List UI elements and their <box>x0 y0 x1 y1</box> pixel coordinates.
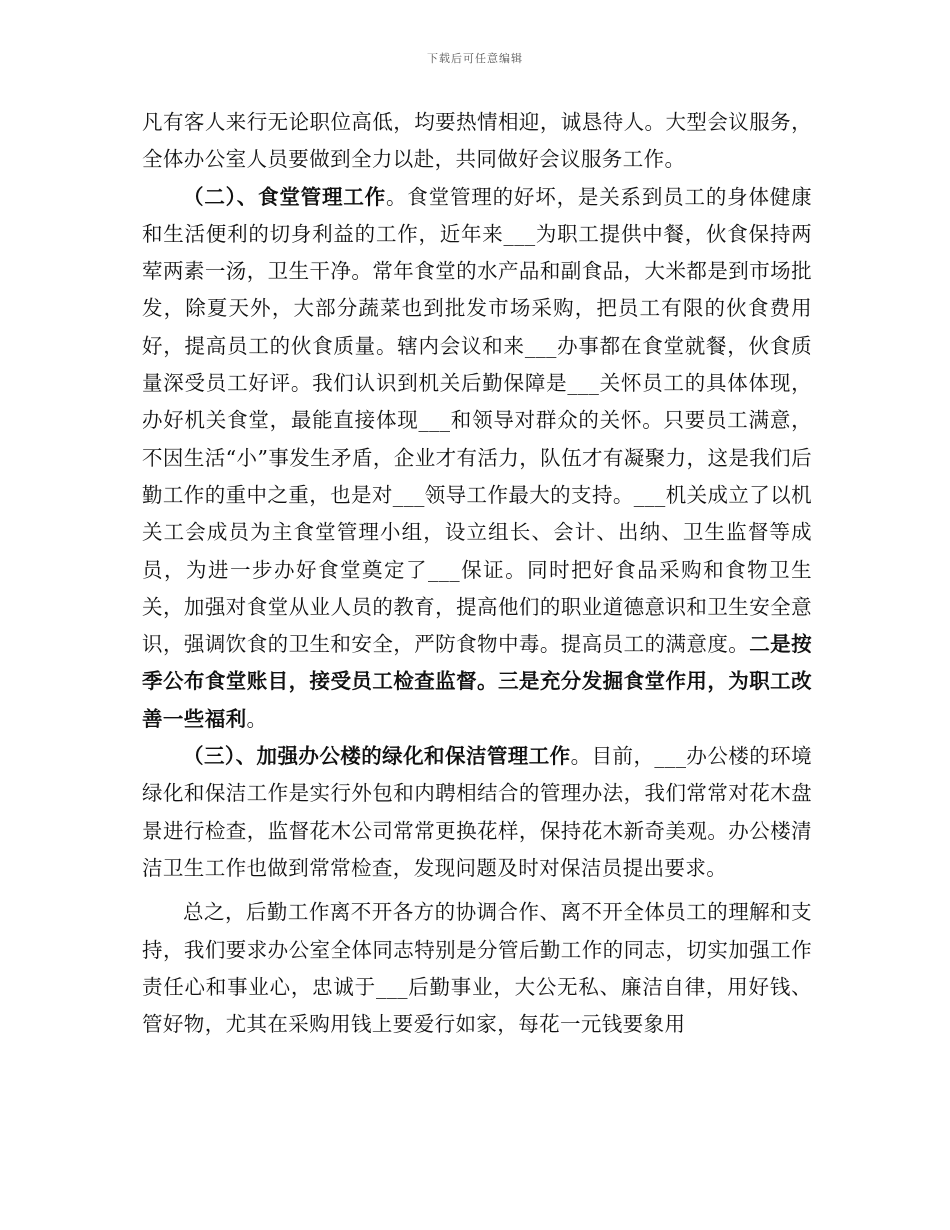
paragraph-text: 。食堂管理的好坏，是关系到员工的身体健康和生活便利的切身利益的工作，近年来___为职工提供中餐，伙食保持两荤两素一汤，卫生干净。常年食堂的水产品和副食品，大米都是到市场批发，除夏天外，大部分蔬菜也到批发市场采购，把员工有限的伙食费用好，提高员工的伙食质量。辖内会议和来___办事都在食堂就餐，伙食质量深受员工好评。我们认识到机关后勤保障是___关怀员工的具体体现，办好机关食堂，最能直接体现___和领导对群众的关怀。只要员工满意，不因生活“小”事发生矛盾，企业才有活力，队伍才有凝聚力，这是我们后勤工作的重中之重，也是对___领导工作最大的支持。___机关成立了以机关工会成员为主食堂管理小组，设立组长、会计、出纳、卫生监督等成员，为进一步办好食堂奠定了___保证。同时把好食品采购和食物卫生关，加强对食堂从业人员的教育，提高他们的职业道德意识和卫生安全意识，强调饮食的卫生和安全，严防食物中毒。提高员工的满意度。 <box>142 184 813 657</box>
paragraph-end: 。 <box>246 706 268 731</box>
paragraph-greening-cleaning <box>142 738 812 887</box>
page-header <box>0 52 950 66</box>
paragraph-reception <box>142 104 812 179</box>
paragraph-summary <box>142 894 812 1043</box>
paragraph-text: 凡有客人来行无论职位高低，均要热情相迎，诚恳待人。大型会议服务，全体办公室人员要做到全力以赴，共同做好会议服务工作。 <box>142 110 812 172</box>
bold-statement: 二是按季公布食堂账目，接受员工检查监督。三是充分发掘食堂作用，为职工改善一些福利 <box>142 632 812 731</box>
section-heading-greening: （三）、加强办公楼的绿化和保洁管理工作 <box>183 744 571 769</box>
paragraph-text: 总之，后勤工作离不开各方的协调合作、离不开全体员工的理解和支持，我们要求办公室全体同志特别是分管后勤工作的同志，切实加强工作责任心和事业心，忠诚于___后勤事业，大公无私、廉洁自律，用好钱、管好物，尤其在采购用钱上要爱行如家，每花一元钱要象用 <box>142 900 812 1037</box>
paragraph-text: 。目前，___办公楼的环境绿化和保洁工作是实行外包和内聘相结合的管理办法，我们常常对花木盘景进行检查，监督花木公司常常更换花样，保持花木新奇美观。办公楼清洁卫生工作也做到常常检查，发现问题及时对保洁员提出要求。 <box>142 744 812 880</box>
paragraph-canteen-management <box>142 179 812 738</box>
document-body <box>142 104 812 1043</box>
section-heading-canteen: （二）、食堂管理工作 <box>183 184 386 209</box>
header-text: 下载后可任意编辑 <box>427 52 523 65</box>
